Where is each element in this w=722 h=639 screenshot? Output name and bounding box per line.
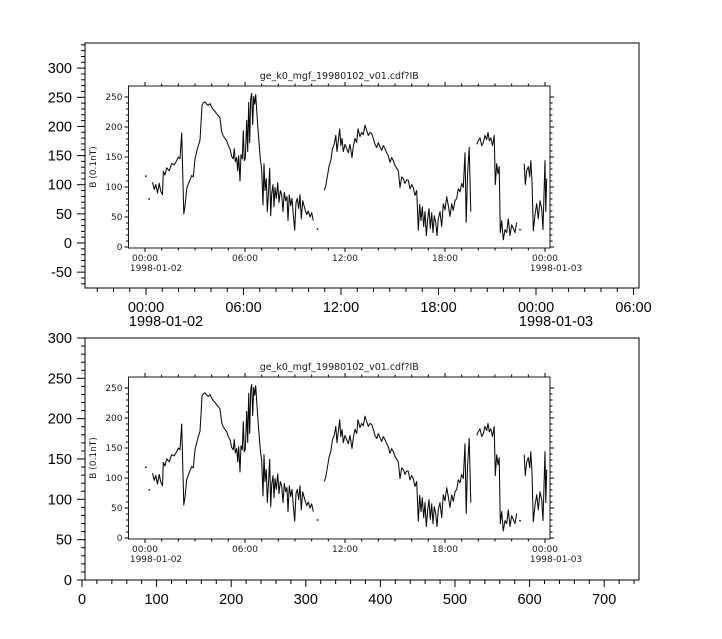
series-point <box>519 520 521 522</box>
inner-x-date-label: 1998-01-02 <box>129 555 183 565</box>
inner-y-tick-label: 50 <box>111 504 123 514</box>
y-axis-tick-label: 100 <box>47 492 72 509</box>
series-point <box>148 198 150 200</box>
y-axis-tick-label: 200 <box>47 119 72 136</box>
inner-y-tick-label: 200 <box>105 123 123 133</box>
series-point <box>317 228 319 230</box>
y-axis-tick-label: 50 <box>55 532 72 549</box>
inner-x-date-label: 1998-01-03 <box>529 264 583 274</box>
y-axis-tick-label: 250 <box>47 371 72 388</box>
x-axis-tick-label: 12:00 <box>322 300 360 316</box>
inner-x-date-label: 1998-01-03 <box>529 555 583 565</box>
outer-plot-box-bottom[interactable] <box>85 338 639 580</box>
x-axis-tick-label: 200 <box>219 592 244 608</box>
embedded-plot-image-top <box>89 71 582 274</box>
y-axis-tick-label: 100 <box>47 177 72 194</box>
inner-x-tick-label: 00:00 <box>532 254 558 264</box>
inner-plot-frame <box>129 377 551 539</box>
inner-y-tick-label: 100 <box>105 183 123 193</box>
x-axis-tick-label: 100 <box>144 592 169 608</box>
inner-x-tick-label: 06:00 <box>232 545 258 555</box>
inner-y-tick-label: 0 <box>116 243 123 253</box>
x-axis-tick-label: 00:00 <box>127 300 165 316</box>
series-line <box>524 452 547 522</box>
inner-x-tick-label: 12:00 <box>332 545 358 555</box>
x-axis-tick-label: 00:00 <box>517 300 555 316</box>
inner-y-tick-label: 150 <box>105 153 123 163</box>
series-line <box>324 125 471 235</box>
x-axis-tick-label: 06:00 <box>225 300 262 316</box>
inner-x-tick-label: 00:00 <box>132 545 158 555</box>
x-axis-tick-label: 700 <box>592 592 617 608</box>
inner-x-tick-label: 00:00 <box>532 545 558 555</box>
y-axis-tick-label: 0 <box>63 573 72 589</box>
y-axis-tick-label: 300 <box>47 330 72 347</box>
y-axis-tick-label: 300 <box>47 61 72 78</box>
inner-plot-title: ge_k0_mgf_19980102_v01.cdf?IB <box>259 362 419 373</box>
y-axis-tick-label: 250 <box>47 90 72 107</box>
x-axis-tick-label: 18:00 <box>420 300 457 316</box>
y-axis-tick-label: 0 <box>63 236 72 252</box>
inner-y-tick-label: 0 <box>116 534 123 544</box>
series-point <box>145 466 147 468</box>
series-point <box>317 519 319 521</box>
inner-y-tick-label: 150 <box>105 444 123 454</box>
inner-y-axis-label: B (0.1nT) <box>89 146 99 188</box>
y-axis-tick-label: 150 <box>47 148 72 165</box>
inner-y-tick-label: 250 <box>105 384 123 394</box>
embedded-plot-image-bottom <box>89 362 582 565</box>
series-line <box>524 161 547 231</box>
inner-x-tick-label: 00:00 <box>132 254 158 264</box>
x-axis-tick-label: 500 <box>442 592 468 608</box>
series-line <box>477 132 517 239</box>
series-point <box>145 175 147 177</box>
x-axis-tick-label: 300 <box>293 592 318 608</box>
x-axis-tick-label: 06:00 <box>615 300 652 316</box>
x-axis-tick-label: 0 <box>77 592 87 608</box>
y-axis-tick-label: -50 <box>51 265 72 282</box>
series-line <box>477 423 517 530</box>
x-axis-date-label: 1998-01-03 <box>518 314 594 330</box>
series-point <box>148 489 150 491</box>
inner-plot-frame <box>129 86 551 248</box>
y-axis-tick-label: 200 <box>47 411 72 428</box>
inner-x-date-label: 1998-01-02 <box>129 264 183 274</box>
inner-x-tick-label: 12:00 <box>332 254 358 264</box>
x-axis-tick-label: 400 <box>368 592 393 608</box>
inner-y-axis-label: B (0.1nT) <box>89 437 99 479</box>
y-axis-tick-label: 150 <box>47 451 72 468</box>
inner-y-tick-label: 200 <box>105 414 123 424</box>
y-axis-tick-label: 50 <box>55 206 72 223</box>
inner-y-tick-label: 50 <box>111 213 123 223</box>
series-point <box>519 229 521 231</box>
series-line <box>324 416 471 526</box>
inner-x-tick-label: 18:00 <box>432 254 458 264</box>
inner-plot-title: ge_k0_mgf_19980102_v01.cdf?IB <box>259 71 419 82</box>
series-line <box>153 384 314 521</box>
inner-y-tick-label: 100 <box>105 474 123 484</box>
x-axis-tick-label: 600 <box>517 592 542 608</box>
inner-y-tick-label: 250 <box>105 93 123 103</box>
inner-x-tick-label: 18:00 <box>432 545 458 555</box>
x-axis-date-label: 1998-01-02 <box>128 314 204 330</box>
series-line <box>153 93 314 230</box>
inner-x-tick-label: 06:00 <box>232 254 258 264</box>
